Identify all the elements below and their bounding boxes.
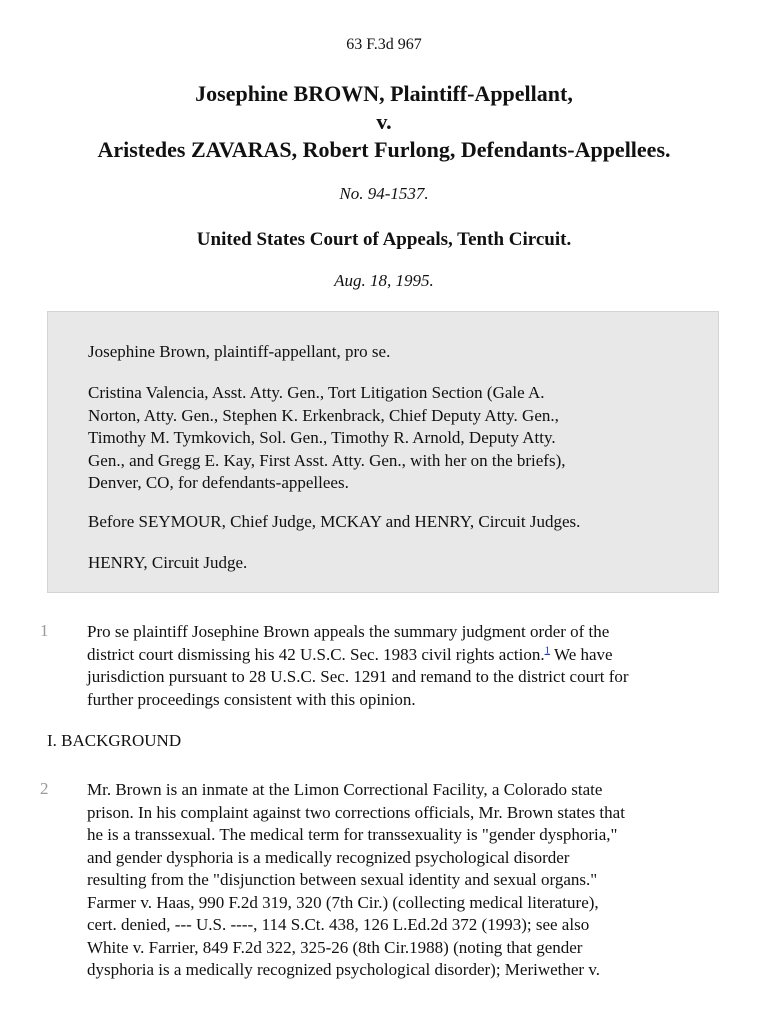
paragraph-2: Mr. Brown is an inmate at the Limon Correctional Facility, a Colorado state prison. In his complaint against two corrections officials, Mr. Brown states that he is a transsexual. The medical term for transsexuality is "gender dysphoria," and gender dysphoria is a medically recognized psychological disorder resulting from the "disjunction between sexual identity and sexual organs." Farmer v. Haas, 990 F.2d 319, 320 (7th Cir.) (collecting medical literature), cert. denied, --- U.S. ----, 114 S.Ct. 438, 126 L.Ed.2d 372 (1993); see also White v. Farrier, 849 F.2d 322, 325-26 (8th Cir.1988) (noting that gender dysphoria is a medically recognized psychological disorder); Meriwether v.: [87, 780, 625, 979]
section-heading: I. BACKGROUND: [47, 731, 182, 750]
opinion-author: HENRY, Circuit Judge.: [88, 553, 248, 572]
counsel-box: [47, 311, 719, 593]
appellant-counsel: Josephine Brown, plaintiff-appellant, pro se.: [88, 342, 391, 361]
citation: 63 F.3d 967: [346, 36, 422, 53]
court-name: United States Court of Appeals, Tenth Circuit.: [196, 229, 572, 250]
versus-line: v.: [376, 109, 392, 134]
panel-judges: Before SEYMOUR, Chief Judge, MCKAY and HENRY, Circuit Judges.: [88, 512, 581, 531]
paragraph-1: Pro se plaintiff Josephine Brown appeals the summary judgment order of the district court dismissing his 42 U.S.C. Sec. 1983 civil rights action.$^1$ We have jurisdiction pursuant to 28 U.S.C. Sec. 1291 and remand to the district court for further proceedings consistent with this opinion.: [87, 622, 629, 709]
case-caption: [0, 80, 768, 164]
paragraph-number-2: 2: [40, 779, 49, 798]
docket-number: No. 94-1537.: [339, 184, 429, 203]
decision-date: Aug. 18, 1995.: [334, 271, 434, 290]
plaintiff-line: Josephine BROWN, Plaintiff-Appellant,: [195, 81, 573, 106]
paragraph-number-1: 1: [40, 621, 49, 640]
footnote-link[interactable]: 1: [544, 643, 551, 656]
appellees-counsel: Cristina Valencia, Asst. Atty. Gen., Tort Litigation Section (Gale A. Norton, Atty. Gen., Stephen K. Erkenbrack, Chief Deputy Atty. Gen., Timothy M. Tymkovich, Sol. Gen., Timothy R. Arnold, Deputy Atty. Gen., and Gregg E. Kay, First Asst. Atty. Gen., with her on the briefs), Denver, CO, for defendants-appellees.: [88, 383, 566, 492]
defendants-line: Aristedes ZAVARAS, Robert Furlong, Defendants-Appellees.: [97, 137, 671, 162]
